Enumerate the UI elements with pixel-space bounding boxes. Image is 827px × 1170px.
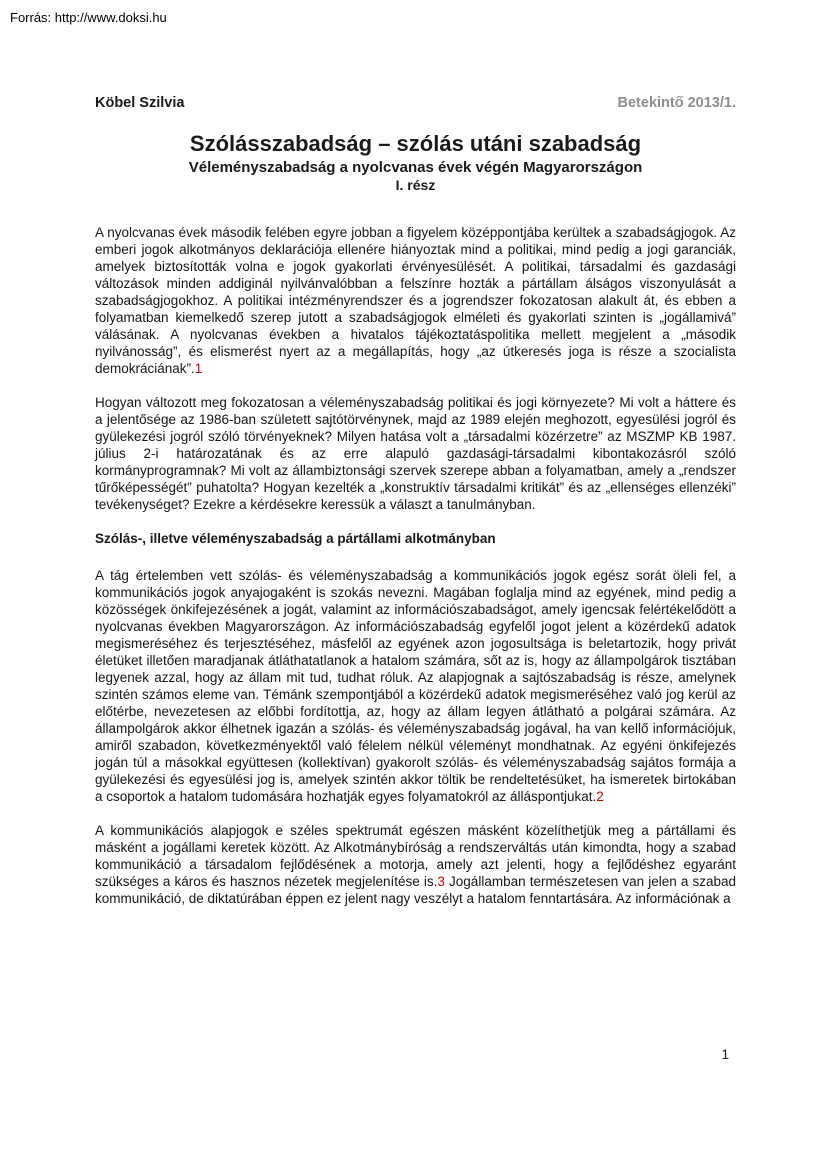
- paragraph-intro: [95, 224, 736, 377]
- page-number: 1: [721, 1047, 729, 1062]
- paragraph-text: A kommunikációs alapjogok e széles spektrumát egészen másként közelíthetjük meg a pártállami és másként a jogállami keretek között. Az Alkotmánybíróság a rendszerváltás után kimondta, hogy a szabad kommunikáció a társadalom fejlődésének a motorja, amely azt jelenti, hogy a fejlődéshez egyaránt szükséges a káros és hasznos nézetek megjelenítése is.: [95, 823, 736, 889]
- footnote-ref: 3: [437, 874, 445, 889]
- document-content: [95, 95, 736, 924]
- footnote-ref: 2: [596, 789, 604, 804]
- paragraph-communication-rights: [95, 567, 736, 805]
- paragraph-text: Jogállamban természetesen van jelen a szabad kommunikáció, de diktatúrában éppen ez jelent nagy veszélyt a hatalom fenntartására. Az információnak a: [95, 874, 736, 906]
- paragraph-constitutional-court: [95, 822, 736, 907]
- document-subtitle: Véleményszabadság a nyolcvanas évek végén Magyarországon: [188, 159, 643, 176]
- byline-row: [95, 95, 736, 111]
- document-title: Szólásszabadság – szólás utáni szabadság: [189, 131, 642, 156]
- section-heading: Szólás-, illetve véleményszabadság a pártállami alkotmányban: [95, 531, 496, 546]
- source-url-label: Forrás: http://www.doksi.hu: [10, 10, 167, 25]
- paragraph-questions: [95, 394, 736, 513]
- paragraph-text: A tág értelemben vett szólás- és véleményszabadság a kommunikációs jogok egész sorát öleli fel, a kommunikációs jogok anyajogaként is szokás nevezni. Magában foglalja mind az egyének, mind pedig a közösségek önkifejezésének a jogát, valamint az információszabadságot, amely igencsak felértékelődött a nyolcvanas években Magyarországon. Az információszabadság egyfelől jogot jelent a közérdekű adatok megismeréséhez és terjesztéséhez, másfelől az egyének azon jogosultsága is beletartozik, hogy privát életüket illetően maradjanak átláthatatlanok a hatalom számára, sőt az is, hogy az állampolgárok tisztában legyenek azzal, hogy az állam mit tud, tudhat róluk. Az alapjognak a sajtószabadság is része, amelynek szintén számos eleme van. Témánk szempontjából a közérdekű adatok megismeréséhez való jog kerül az előtérbe, nevezetesen az előbbi fordítottja, az, hogy az állam legyen átlátható a polgárai számára. Az állampolgárok akkor élhetnek igazán a szólás- és véleményszabadság jogával, ha van kellő információjuk, amiről szabadon, következményektől való félelem nélkül véleményt mondhatnak. Az egyéni önkifejezés jogán túl a másokkal együttesen (kollektívan) gyakorolt szólás- és véleményszabadság sajátos formája a gyülekezési és egyesülési jog is, amelyek szintén akkor töltik be rendeltetésüket, ha ismeretek birtokában a csoportok a hatalom tudomására hozhatják egyes folyamatokról az álláspontjukat.: [95, 568, 736, 804]
- footnote-ref: 1: [194, 361, 203, 376]
- journal-issue: Betekintő 2013/1.: [617, 95, 736, 111]
- paragraph-text: A nyolcvanas évek második felében egyre jobban a figyelem középpontjába kerültek a szabadságjogok. Az emberi jogok alkotmányos deklarációja ellenére hiányoztak mind a politikai, mind pedig a jogi garanciák, amelyek biztosították volna e jogok gyakorlati érvényesülését. A politikai, társadalmi és gazdasági változások minden addiginál nyilvánvalóbban a felszínre hozták a pártállam álságos viszonyulását a szabadságjogokhoz. A politikai intézményrendszer és a jogrendszer fokozatosan alakult át, és ebben a folyamatban kiemelkedő szerep jutott a szabadságjogok elméleti és gyakorlati szinten is „jogállamivá” válásának. A nyolcvanas években a hivatalos tájékoztatáspolitika mellett megjelent a „második nyilvánosság”, és elismerést nyert az a megállapítás, hogy „az útkeresés joga is része a szocialista demokráciának”.: [95, 225, 736, 376]
- part-label: I. rész: [395, 177, 436, 193]
- author-name: Köbel Szilvia: [95, 95, 185, 111]
- paragraph-text: Hogyan változott meg fokozatosan a véleményszabadság politikai és jogi környezete? Mi volt a háttere és a jelentősége az 1986-ban született sajtótörvénynek, majd az 1989 elején meghozott, egyesülési jogról és gyülekezési jogról szóló törvényeknek? Milyen hatása volt a „társadalmi közérzetre” az MSZMP KB 1987. július 2-i határozatának és az erre alapuló gazdasági-társadalmi kibontakozásról szóló kormányprogramnak? Mi volt az állambiztonsági szervek szerepe abban a folyamatban, amely a „rendszer tűrőképességét” puhatolta? Hogyan kezelték a „konstruktív társadalmi kritikát” és az „ellenséges ellenzéki” tevékenységet? Ezekre a kérdésekre keressük a választ a tanulmányban.: [95, 395, 736, 512]
